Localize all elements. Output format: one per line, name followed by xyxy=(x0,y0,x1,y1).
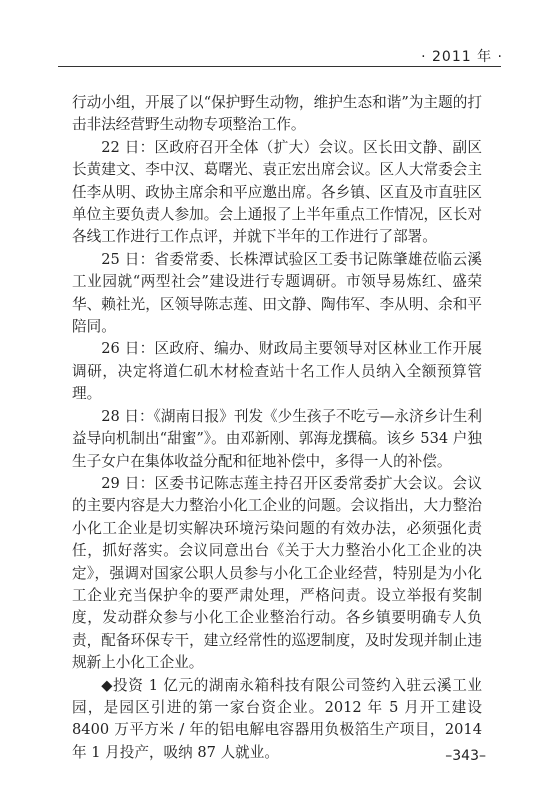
header-rule xyxy=(58,66,501,67)
running-header-year: · 2011 年 · xyxy=(421,49,503,65)
entry-investment: ◆投资 1 亿元的湖南永箱科技有限公司签约入驻云溪工业园，是园区引进的第一家台资企业。2012 年 5 月开工建设 8400 万平方米 / 年的铝电解电容器用负极箔生产项目，2014 年 1 月投产，吸纳 87 人就业。 xyxy=(72,676,482,761)
entry-25: 25 日：省委常委、长株潭试验区工委书记陈肇雄莅临云溪工业园就“两型社会”建设进行专题调研。市领导易炼红、盛荣华、赖社光，区领导陈志莲、田文静、陶伟军、李从明、余和平陪同。 xyxy=(72,250,482,336)
entry-26: 26 日：区政府、编办、财政局主要领导对区林业工作开展调研，决定将道仁矶木材检查站十名工作人员纳入全额预算管理。 xyxy=(72,340,482,403)
entry-29: 29 日：区委书记陈志莲主持召开区委常委扩大会议。会议的主要内容是大力整治小化工企业的问题。会议指出，大力整治小化工企业是切实解决环境污染问题的有效办法，必须强化责任，抓好落实。会议同意出台《关于大力整治小化工企业的决定》，强调对国家公职人员参与小化工企业经营，特别是为小化工企业充当保护伞的要严肃处理，严格问责。设立举报有奖制度，发动群众参与小化工企业整治行动。各乡镇要明确专人负责，配备环保专干，建立经常性的巡逻制度，及时发现并制止违规新上小化工企业。 xyxy=(72,474,482,672)
paragraph-continuation: 行动小组，开展了以“保护野生动物，维护生态和谐”为主题的打击非法经营野生动物专项整治工作。 xyxy=(72,94,482,134)
page-body xyxy=(72,92,482,764)
entry-28: 28 日：《湖南日报》刊发《少生孩子不吃亏—永济乡计生利益导向机制出“甜蜜”》。由邓新刚、郭海龙撰稿。该乡 534 户独生子女户在集体收益分配和征地补偿中，多得一人的补偿。 xyxy=(72,407,482,470)
page-number: –343– xyxy=(445,748,486,764)
entry-22: 22 日：区政府召开全体（扩大）会议。区长田文静、副区长黄建文、李中汉、葛曙光、袁正宏出席会议。区人大常委会主任李从明、政协主席余和平应邀出席。各乡镇、区直及市直驻区单位主要负责人参加。会上通报了上半年重点工作情况，区长对各线工作进行工作点评，并就下半年的工作进行了部署。 xyxy=(72,138,482,246)
